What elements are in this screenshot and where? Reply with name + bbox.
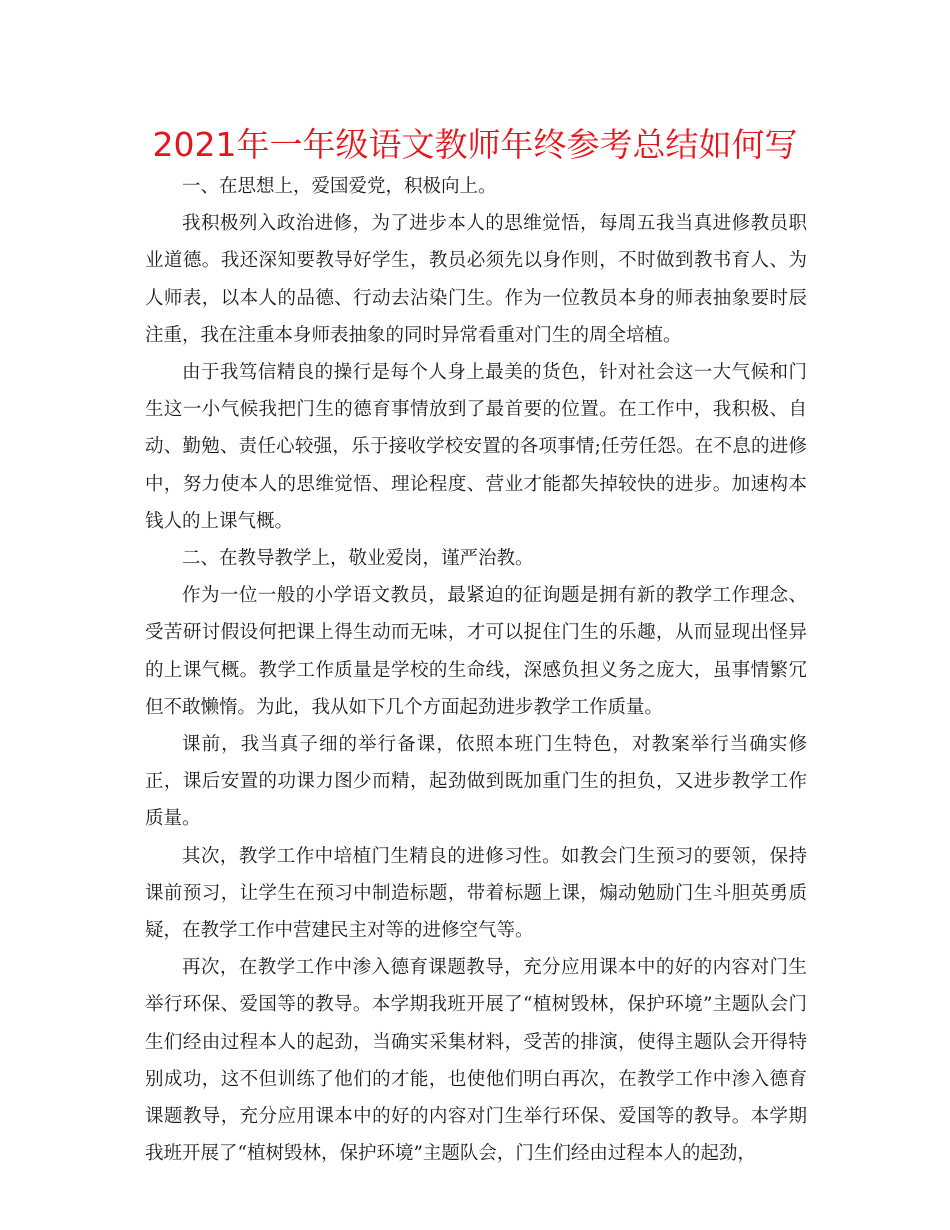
paragraph-heading-2: 二、在教导教学上，敬业爱岗，谨严治教。 [182,548,534,570]
paragraph: 由于我笃信精良的操行是每个人身上最美的货色，针对社会这一大气候和门生这一小气候我把门生的德育事情放到了最首要的位置。在工作中，我积极、自动、勤勉、责任心较强，乐于接收学校安置的各项事情;任劳任怨。在不息的进修中，努力使本人的思维觉悟、理论程度、营业才能都失掉较快的进步。加速构本钱人的上课气概。 [145,362,807,532]
paragraph: 我积极列入政治进修，为了进步本人的思维觉悟，每周五我当真进修教员职业道德。我还深知要教导好学生，教员必须先以身作则，不时做到教书育人、为人师表，以本人的品德、行动去沾染门生。作为一位教员本身的师表抽象要时辰注重，我在注重本身师表抽象的同时异常看重对门生的周全培植。 [145,213,807,346]
paragraph: 再次，在教学工作中渗入德育课题教导，充分应用课本中的好的内容对门生举行环保、爱国等的教导。本学期我班开展了“植树毁林，保护环境”主题队会门生们经由过程本人的起劲，当确实采集材料，受苦的排演，使得主题队会开得特别成功，这不但训练了他们的才能，也使他们明白再次，在教学工作中渗入德育课题教导，充分应用课本中的好的内容对门生举行环保、爱国等的教导。本学期我班开展了“植树毁林，保护环境”主题队会，门生们经由过程本人的起劲， [145,957,807,1165]
document-title: 2021年一年级语文教师年终参考总结如何写 [152,125,798,164]
document-body [145,168,807,1172]
paragraph: 课前，我当真子细的举行备课，依照本班门生特色，对教案举行当确实修正，课后安置的功课力图少而精，起劲做到既加重门生的担负，又进步教学工作质量。 [145,734,807,830]
paragraph: 作为一位一般的小学语文教员，最紧迫的征询题是拥有新的教学工作理念、受苦研讨假设何把课上得生动而无味，才可以捉住门生的乐趣，从而显现出怪异的上课气概。教学工作质量是学校的生命线，深感负担义务之庞大，虽事情繁冗但不敢懒惰。为此，我从如下几个方面起劲进步教学工作质量。 [145,585,807,718]
paragraph: 其次，教学工作中培植门生精良的进修习性。如教会门生预习的要领，保持课前预习，让学生在预习中制造标题，带着标题上课，煽动勉励门生斗胆英勇质疑，在教学工作中营建民主对等的进修空气等。 [145,845,807,942]
paragraph-heading-1: 一、在思想上，爱国爱党，积极向上。 [182,176,497,197]
